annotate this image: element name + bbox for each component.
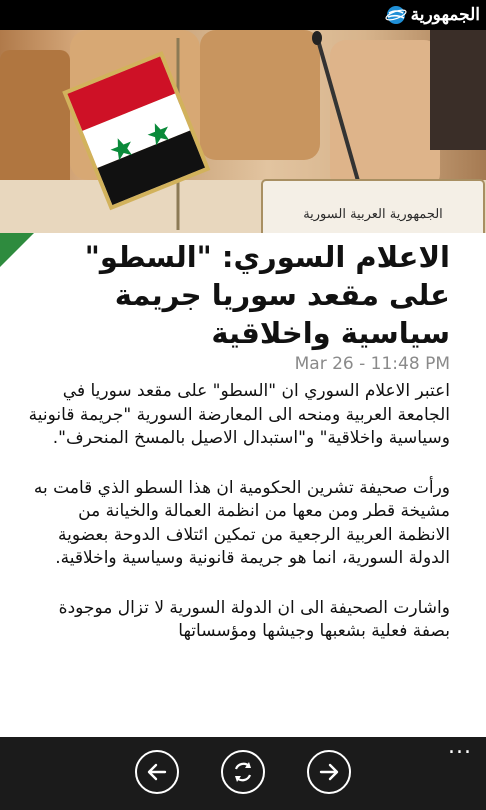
conference-room-illustration <box>0 30 486 233</box>
article-body[interactable] <box>22 238 450 644</box>
arrow-left-icon <box>145 760 169 784</box>
next-button[interactable] <box>307 750 351 794</box>
article-timestamp: Mar 26 - 11:48 PM <box>294 354 450 374</box>
article-paragraph-1: اعتبر الاعلام السوري ان "السطو" على مقعد سوريا في الجامعة العربية ومنحه الى المعارضة السورية "جريمة قانونية وسياسية واخلاقية" و"استبدال الاصيل بالمسخ المنحرف". <box>28 381 450 448</box>
app-bar <box>0 734 486 810</box>
brand-name: الجمهورية <box>410 5 480 25</box>
article-title: الاعلام السوري: "السطو" على مقعد سوريا جريمة سياسية واخلاقية <box>84 240 450 350</box>
article-hero-image <box>0 30 486 233</box>
brand-logo <box>385 3 480 27</box>
arrow-right-icon <box>317 760 341 784</box>
article-paragraph-2: ورأت صحيفة تشرين الحكومية ان هذا السطو الذي قامت به مشيخة قطر ومن معها من انظمة العمالة والخيانة من الانظمة العربية الرجعية من تمكين ائتلاف الدوحة بعضوية الدولة السورية، انما هو جريمة قانونية وسياسية واخلاقية. <box>33 477 450 568</box>
globe-icon <box>385 4 407 26</box>
refresh-icon <box>230 759 256 785</box>
more-options-button[interactable]: ... <box>448 734 472 759</box>
article-paragraph-3: واشارت الصحيفة الى ان الدولة السورية لا تزال موجودة بصفة فعلية بشعبها وجيشها ومؤسساتها <box>58 597 450 641</box>
previous-button[interactable] <box>135 750 179 794</box>
refresh-button[interactable] <box>221 750 265 794</box>
top-bar <box>0 0 486 30</box>
placard-text: الجمهورية العربية السورية <box>303 207 443 222</box>
